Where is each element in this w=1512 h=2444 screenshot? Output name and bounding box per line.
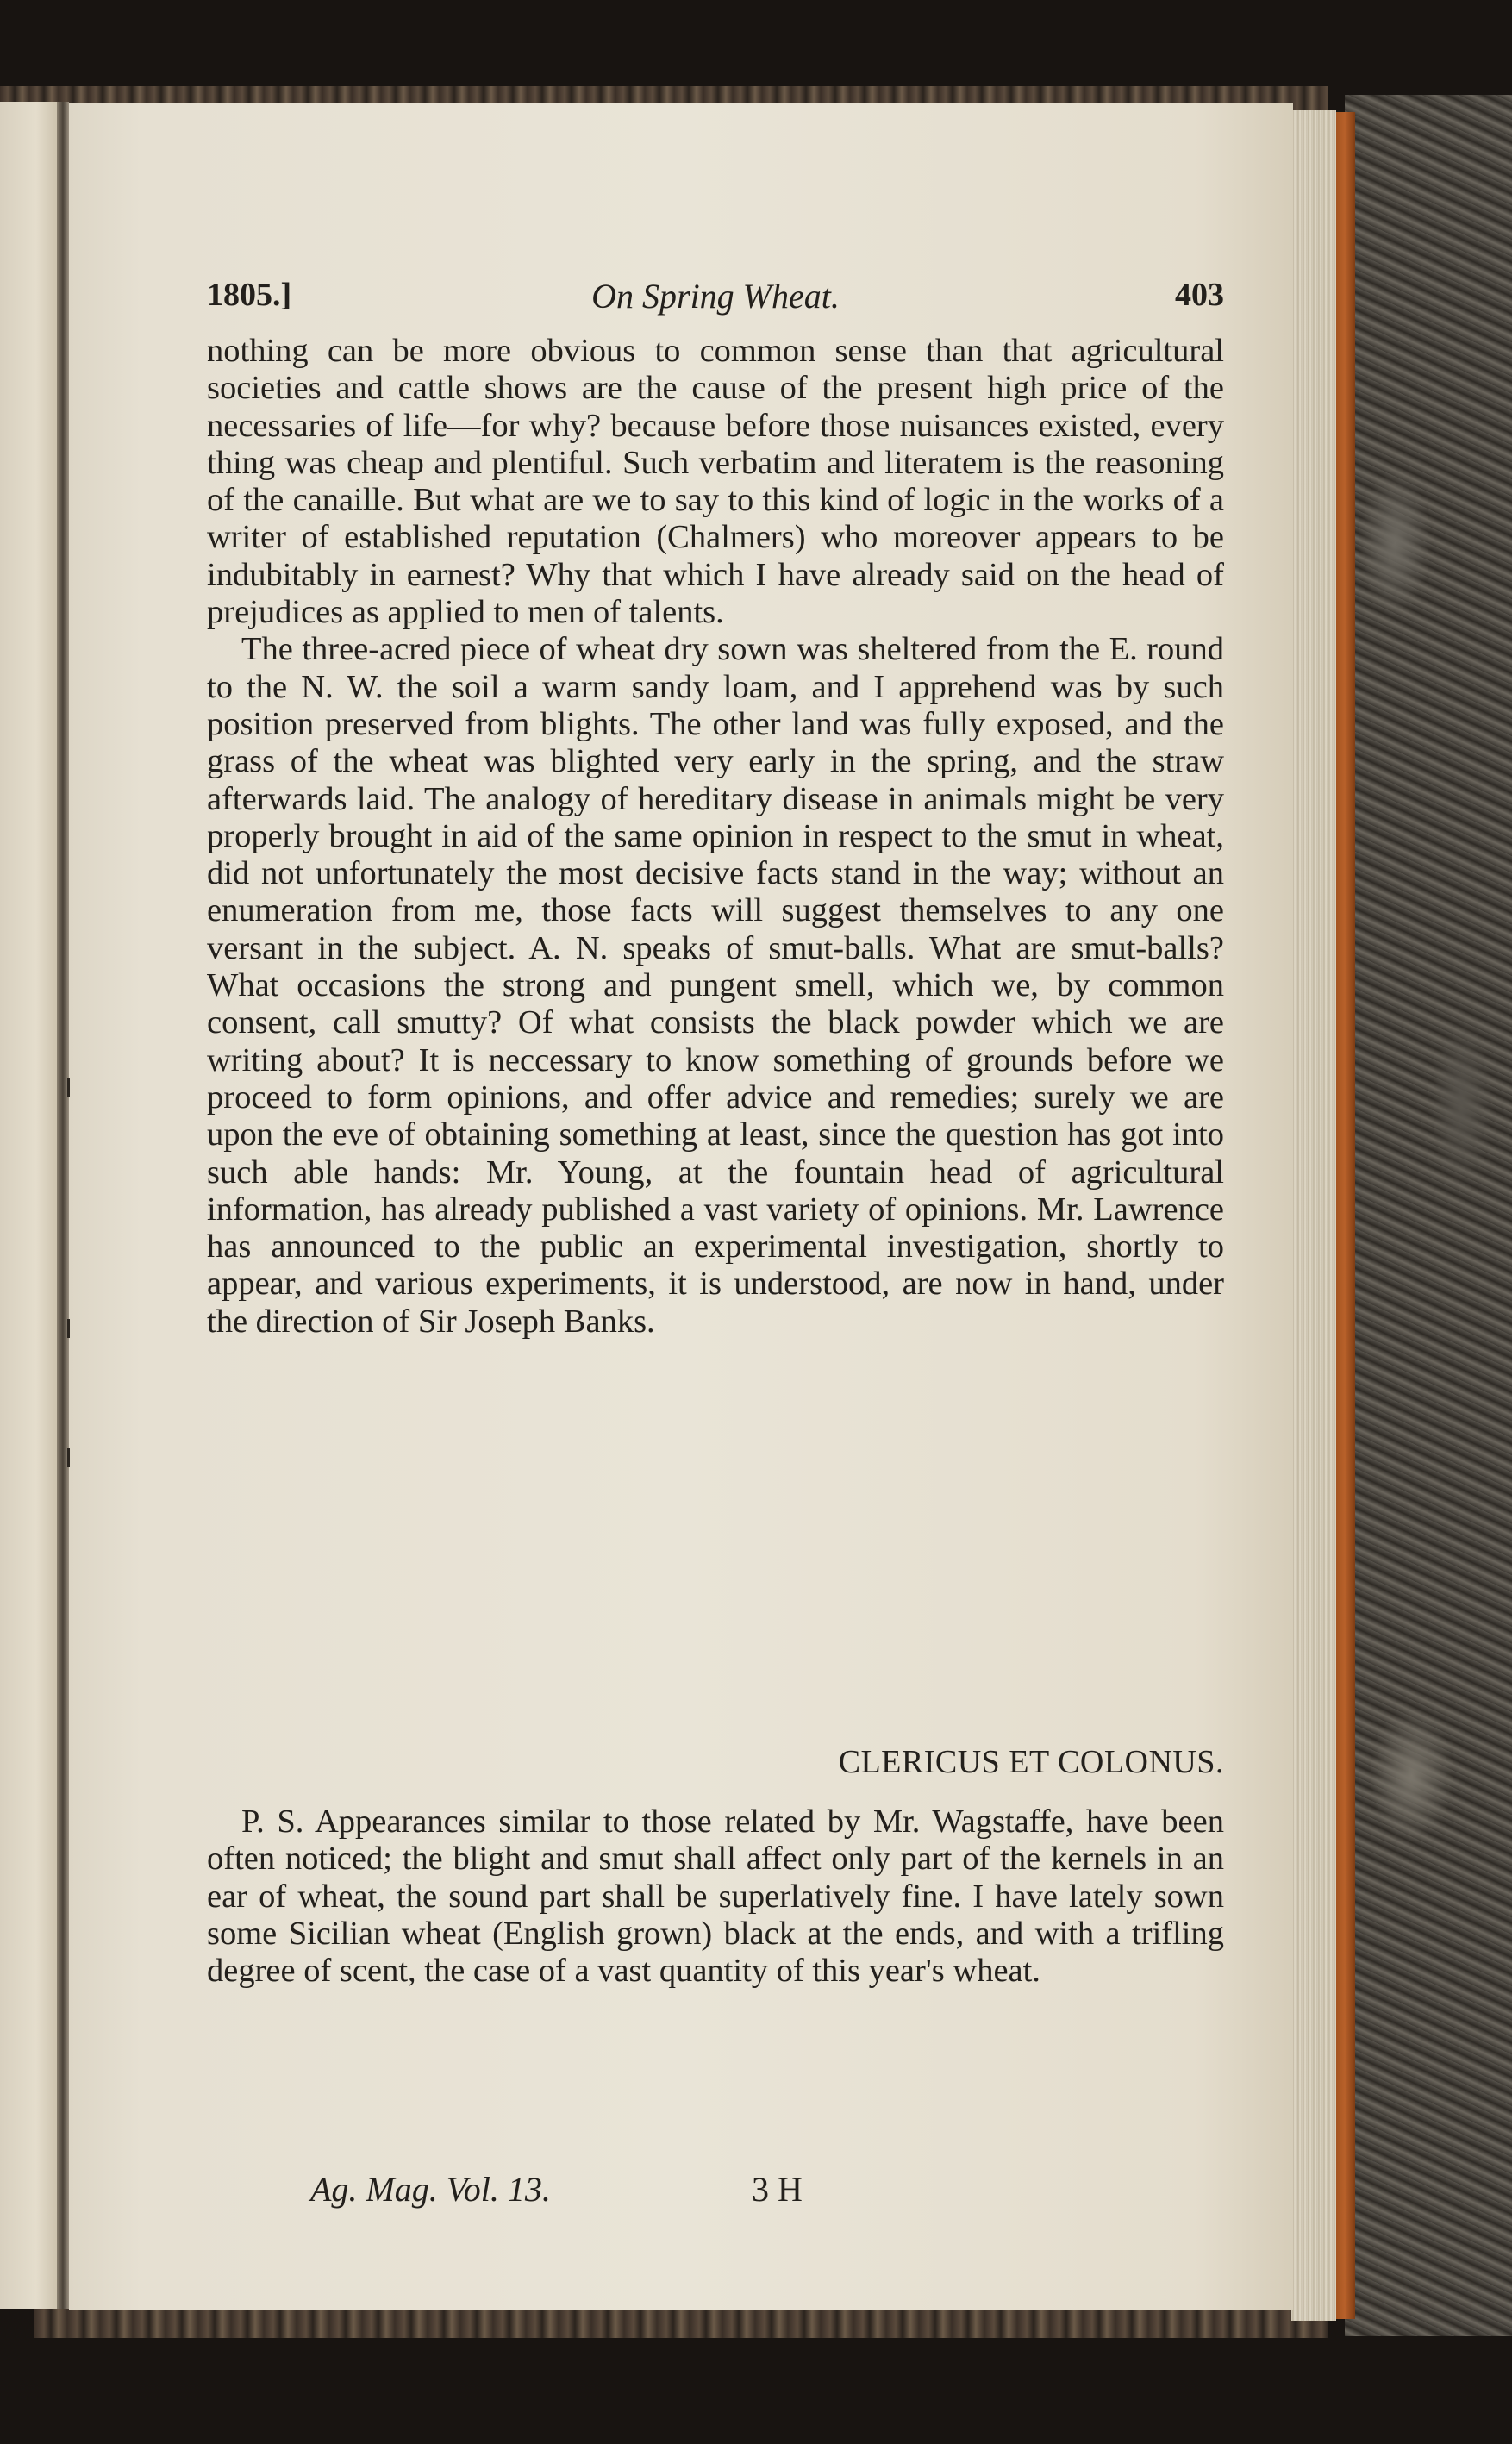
margin-mark xyxy=(67,1319,70,1338)
facing-page-sliver xyxy=(0,102,60,2309)
book-page xyxy=(69,103,1293,2310)
page-footer xyxy=(207,2169,1224,2221)
postscript xyxy=(207,1803,1224,1990)
paragraph: The three-acred piece of wheat dry sown was sheltered from the E. round to the N. W. the soil a warm sandy loam, and I apprehend was by such position preserved from blights. The other land was fully exposed, and the grass of the wheat was blighted very early in the spring, and the straw afterwards laid. The analogy of hereditary disease in animals might be very properly brought in aid of the same opinion in respect to the smut in wheat, did not unfortunately the most decisive facts stand in the way; without an enumeration from me, those facts will suggest themselves to any one versant in the subject. A. N. speaks of smut-balls. What are smut-balls? What occasions the strong and pungent smell, which we, by common consent, call smutty? Of what consists the black powder which we are writing about? It is neccessary to know something of grounds before we proceed to form opinions, and offer advice and remedies; surely we are upon the eve of obtaining something at least, since the question has got into such able hands: Mr. Young, at the fountain head of agricultural information, has already published a vast variety of opinions. Mr. Lawrence has announced to the public an experimental investigation, shortly to appear, and various experiments, it is understood, are now in hand, under the direction of Sir Joseph Banks. xyxy=(207,631,1224,1340)
cover-leather-edge xyxy=(1334,112,1355,2319)
running-head-year: 1805.] xyxy=(207,277,292,313)
page-number: 403 xyxy=(1175,277,1224,313)
margin-mark xyxy=(67,1448,70,1467)
signature-mark: Ag. Mag. Vol. 13. xyxy=(310,2170,551,2209)
postscript-text: P. S. Appearances similar to those related by Mr. Wagstaffe, have been often noticed; the blight and smut shall affect only part of the kernels in an ear of wheat, the sound part shall be superlatively fine. I have lately sown some Sicilian wheat (English grown) black at the ends, and with a trifling degree of scent, the case of a vast quantity of this year's wheat. xyxy=(207,1803,1224,1990)
author-signature: CLERICUS ET COLONUS. xyxy=(838,1744,1224,1780)
margin-mark xyxy=(67,1078,70,1097)
running-head xyxy=(207,276,1224,328)
paragraph: nothing can be more obvious to common sense than that agricultural societies and cattle shows are the cause of the present high price of the necessaries of life—for why? because before those nuisances existed, every thing was cheap and plentiful. Such verbatim and literatem is the reasoning of the canaille. But what are we to say to this kind of logic in the works of a writer of established reputation (Chalmers) who moreover appears to be indubitably in earnest? Why that which I have already said on the head of prejudices as applied to men of talents. xyxy=(207,333,1224,631)
sheet-mark: 3 H xyxy=(752,2170,803,2209)
page-fore-edge xyxy=(1291,110,1336,2321)
book-gutter xyxy=(57,102,69,2309)
marbled-cover-board xyxy=(1345,95,1512,2336)
running-head-title: On Spring Wheat. xyxy=(591,277,840,316)
body-text xyxy=(207,333,1224,1341)
